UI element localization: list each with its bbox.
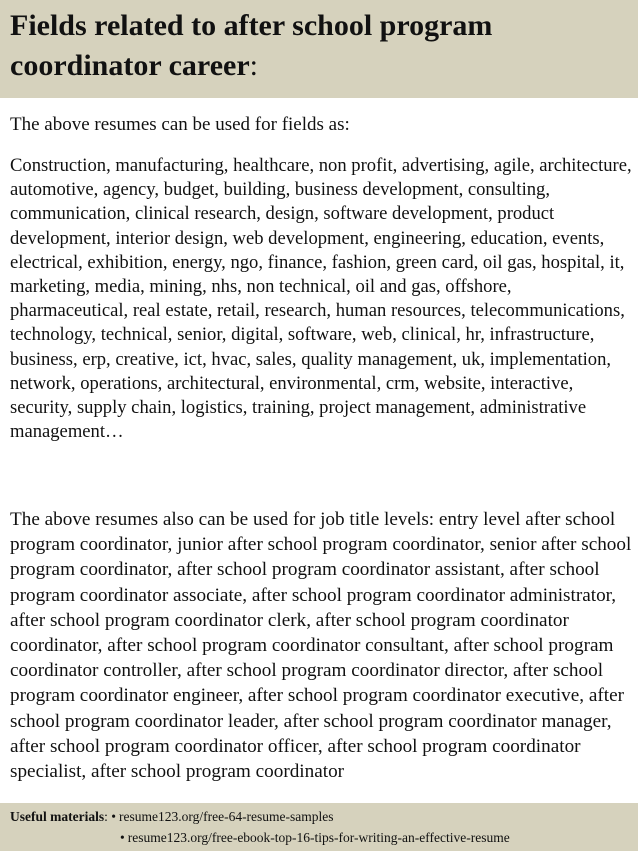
useful-materials-colon: : [104,809,108,824]
footer-bar [0,803,638,851]
bullet-icon: • [120,830,125,845]
job-levels-text: The above resumes also can be used for job title levels: entry level after school program coordinator, junior after school program coordinator, senior after school program coordinator, after school program coordinator assistant, after school program coordinator associate, after school program coordinator administrator, after school program coordinator clerk, after school program coordinator coordinator, after school program coordinator consultant, after school program coordinator controller, after school program coordinator director, after school program coordinator engineer, after school program coordinator executive, after school program coordinator leader, after school program coordinator manager, after school program coordinator officer, after school program coordinator specialist, after school program coordinator [10,509,632,783]
page-title-colon: : [249,49,258,82]
page-title [10,6,632,86]
intro-text: The above resumes can be used for fields as: [10,114,350,135]
footer-link-2[interactable]: resume123.org/free-ebook-top-16-tips-for-writing-an-effective-resume [127,830,510,845]
fields-list-text: Construction, manufacturing, healthcare, non profit, advertising, agile, architecture, automotive, agency, budget, building, business development, consulting, communication, clinical research, design, software development, product development, interior design, web development, engineering, education, events, electrical, exhibition, energy, ngo, finance, fashion, green card, oil gas, hospital, it, marketing, media, mining, nhs, non technical, oil and gas, offshore, pharmaceutical, real estate, retail, research, human resources, telecommunications, technology, technical, senior, digital, software, web, clinical, hr, infrastructure, business, erp, creative, ict, hvac, sales, quality management, uk, implementation, network, operations, architectural, environmental, crm, website, interactive, security, supply chain, logistics, training, project management, administrative management… [10,155,632,443]
bullet-icon: • [111,809,116,824]
footer-row-1 [10,808,334,826]
page-title-text: Fields related to after school program coordinator career [10,9,493,82]
title-bar [0,0,638,98]
useful-materials-label: Useful materials [10,809,105,824]
footer-link-1[interactable]: resume123.org/free-64-resume-samples [118,809,334,824]
footer-row-2 [120,829,510,847]
